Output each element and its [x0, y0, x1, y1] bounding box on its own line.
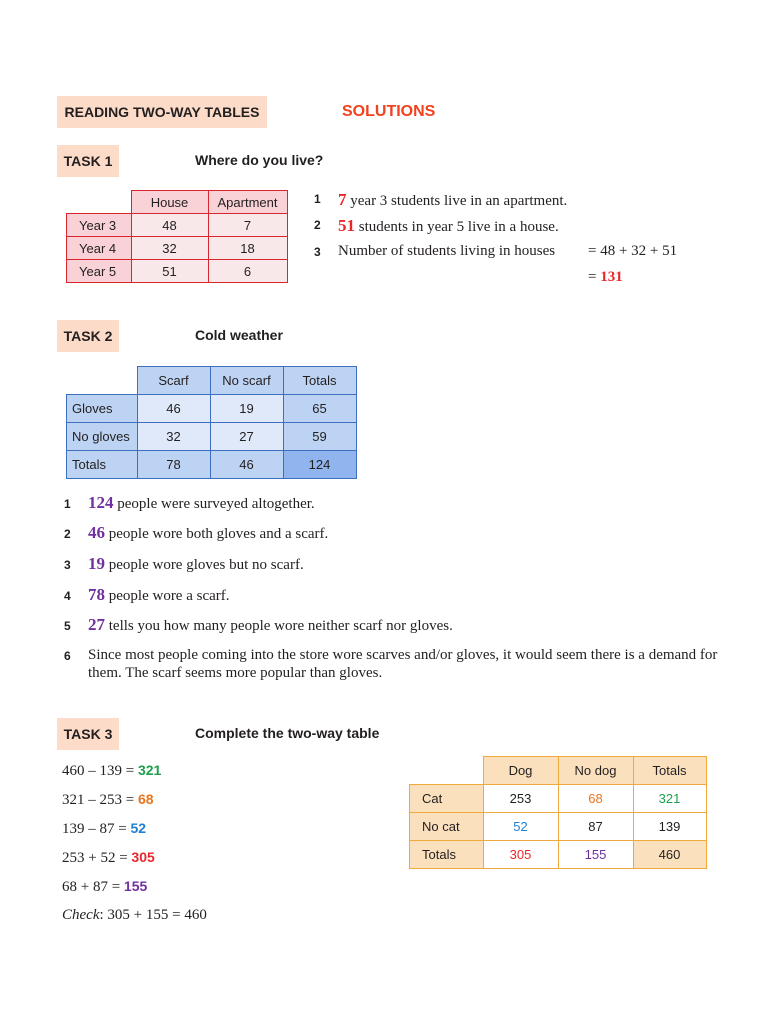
answer-number: 6 [64, 649, 71, 663]
table-corner [67, 191, 132, 214]
answer-text [88, 616, 748, 635]
table-cell: 155 [558, 841, 633, 869]
answer-text [338, 190, 567, 210]
answer-number: 3 [64, 558, 71, 572]
task1-table [66, 190, 288, 283]
task3-label-text: TASK 3 [63, 726, 113, 742]
table-row [67, 214, 288, 237]
column-header: No scarf [210, 367, 283, 395]
column-header: Totals [283, 367, 356, 395]
answer-number: 1 [314, 192, 321, 206]
task3-calculation [62, 791, 154, 809]
task2-label-text: TASK 2 [63, 328, 113, 344]
calc-expression: 253 + 52 = [62, 850, 128, 866]
answer-text: Since most people coming into the store wore scarves and/or gloves, it would seem there is a demand for them. The scarf seems more popular than gloves. [88, 647, 718, 681]
calc-result: 68 [137, 791, 154, 807]
task2-heading: Cold weather [195, 327, 283, 343]
table-header-row [410, 757, 707, 785]
answer-text [88, 555, 748, 574]
table-row [67, 451, 357, 479]
answer-sentence: people were surveyed altogether. [117, 496, 315, 512]
row-header: Totals [67, 451, 138, 479]
calc-result: 52 [130, 820, 147, 836]
table-cell: 253 [483, 785, 558, 813]
table-row [67, 237, 288, 260]
row-header: Year 3 [67, 214, 132, 237]
table-cell: 18 [208, 237, 287, 260]
answer-text [88, 524, 748, 543]
task2-label [57, 320, 119, 352]
answer-value: 27 [88, 615, 105, 634]
table-header-row [67, 367, 357, 395]
table-cell: 78 [137, 451, 210, 479]
task3-calculation [62, 849, 155, 867]
row-header: Cat [410, 785, 484, 813]
column-header: No dog [558, 757, 633, 785]
column-header: Totals [633, 757, 706, 785]
row-header: Year 5 [67, 260, 132, 283]
answer-text [338, 216, 559, 236]
table-cell: 51 [131, 260, 208, 283]
task3-heading: Complete the two-way table [195, 725, 380, 741]
table-cell: 68 [558, 785, 633, 813]
table-cell: 87 [558, 813, 633, 841]
table-cell: 59 [283, 423, 356, 451]
table-cell: 321 [633, 785, 706, 813]
result-equals: = [588, 269, 597, 285]
table-cell: 124 [283, 451, 356, 479]
column-header: House [131, 191, 208, 214]
task1-answer-3-result [588, 269, 623, 286]
row-header: Year 4 [67, 237, 132, 260]
answer-sentence: year 3 students live in an apartment. [350, 193, 568, 209]
answer-number: 2 [64, 527, 71, 541]
table-corner [410, 757, 484, 785]
table-cell: 46 [210, 451, 283, 479]
table-row [67, 395, 357, 423]
answer-number: 4 [64, 589, 71, 603]
solutions-heading: SOLUTIONS [342, 103, 436, 120]
table-row [410, 841, 707, 869]
column-header: Dog [483, 757, 558, 785]
task3-check [62, 907, 207, 924]
table-cell: 52 [483, 813, 558, 841]
answer-sentence: people wore gloves but no scarf. [108, 557, 304, 573]
table-cell: 65 [283, 395, 356, 423]
table-cell: 19 [210, 395, 283, 423]
check-label: Check [62, 907, 100, 923]
table-cell: 48 [131, 214, 208, 237]
answer-value: 51 [338, 216, 355, 235]
answer-value: 46 [88, 523, 105, 542]
calc-expression: 139 – 87 = [62, 821, 127, 837]
task2-table [66, 366, 357, 479]
table-cell: 27 [210, 423, 283, 451]
task3-calculation [62, 878, 147, 896]
table-row [410, 785, 707, 813]
task1-label [57, 145, 119, 177]
calc-expression: 460 – 139 = [62, 763, 135, 779]
answer-sentence: people wore both gloves and a scarf. [108, 526, 329, 542]
check-expression: : 305 + 155 = 460 [99, 907, 207, 923]
table-cell: 32 [137, 423, 210, 451]
table-cell: 32 [131, 237, 208, 260]
answer-sentence: people wore a scarf. [108, 588, 230, 604]
row-header: Totals [410, 841, 484, 869]
calc-result: 321 [137, 762, 162, 778]
column-header: Scarf [137, 367, 210, 395]
answer-text [88, 494, 748, 513]
answer-value: 7 [338, 190, 347, 209]
table-row [67, 260, 288, 283]
task3-label [57, 718, 119, 750]
answer-value: 131 [600, 269, 623, 285]
table-cell: 6 [208, 260, 287, 283]
worksheet-title [57, 96, 267, 128]
table-cell: 139 [633, 813, 706, 841]
calc-result: 155 [123, 878, 148, 894]
task1-label-text: TASK 1 [63, 153, 113, 169]
task1-answer-3-calc: = 48 + 32 + 51 [588, 243, 678, 259]
calc-expression: 68 + 87 = [62, 879, 121, 895]
answer-number: 3 [314, 245, 321, 259]
task3-table [409, 756, 707, 869]
row-header: No gloves [67, 423, 138, 451]
answer-value: 78 [88, 585, 105, 604]
task3-calculation [62, 762, 161, 780]
answer-number: 5 [64, 619, 71, 633]
answer-sentence: tells you how many people wore neither scarf nor gloves. [108, 618, 453, 634]
answer-text: Number of students living in houses [338, 243, 556, 259]
table-corner [67, 367, 138, 395]
answer-value: 19 [88, 554, 105, 573]
table-row [67, 423, 357, 451]
table-header-row [67, 191, 288, 214]
task3-calculation [62, 820, 146, 838]
worksheet-title-text: READING TWO-WAY TABLES [64, 104, 260, 120]
answer-number: 2 [314, 218, 321, 232]
table-cell: 460 [633, 841, 706, 869]
row-header: Gloves [67, 395, 138, 423]
column-header: Apartment [208, 191, 287, 214]
row-header: No cat [410, 813, 484, 841]
answer-sentence: students in year 5 live in a house. [358, 219, 559, 235]
table-cell: 46 [137, 395, 210, 423]
answer-number: 1 [64, 497, 71, 511]
answer-text [88, 586, 748, 605]
table-cell: 7 [208, 214, 287, 237]
table-cell: 305 [483, 841, 558, 869]
task1-heading: Where do you live? [195, 152, 324, 168]
calc-expression: 321 – 253 = [62, 792, 135, 808]
calc-result: 305 [131, 849, 155, 865]
table-row [410, 813, 707, 841]
answer-value: 124 [88, 493, 114, 512]
